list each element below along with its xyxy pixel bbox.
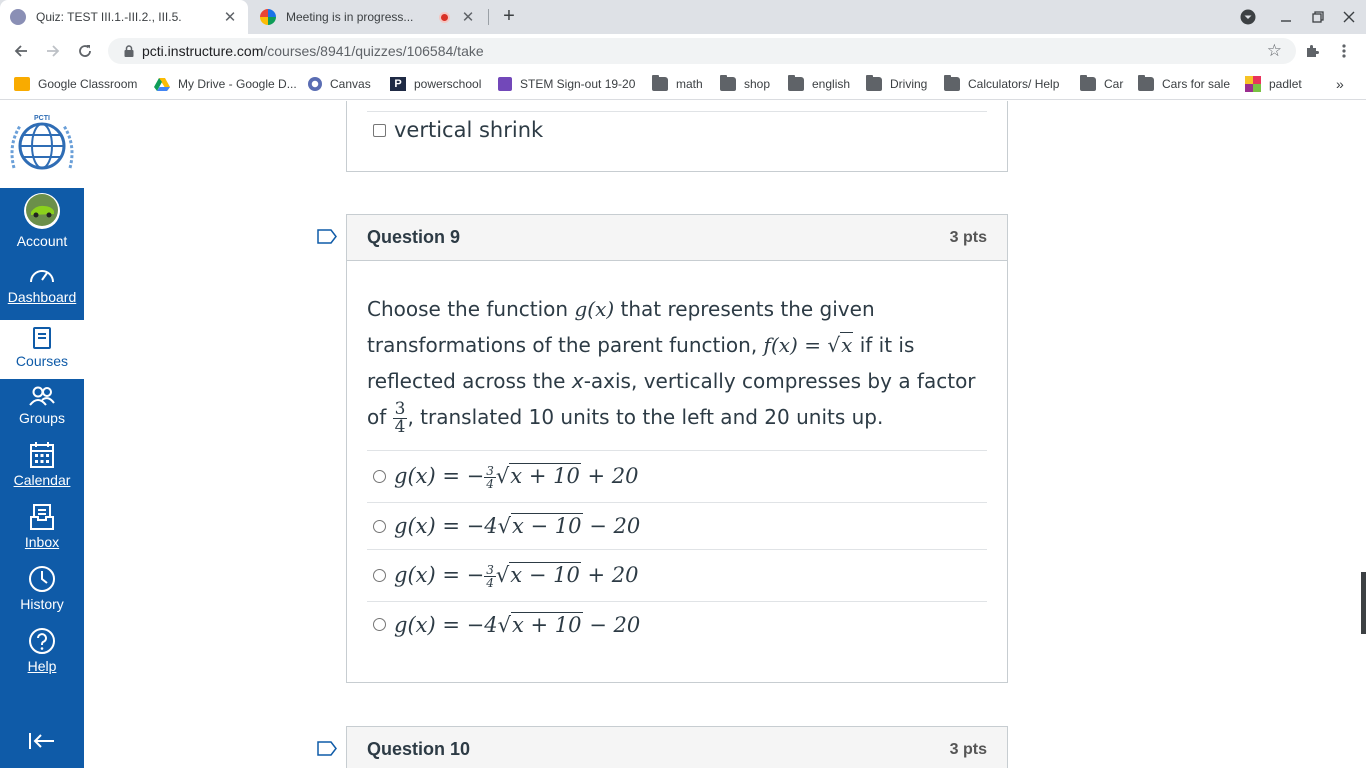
bookmark-star-icon[interactable]: ☆ <box>1266 41 1282 60</box>
bookmark-cars-for-sale[interactable] <box>1138 75 1230 93</box>
nav-label: Groups <box>19 410 65 426</box>
folder-icon <box>944 77 960 91</box>
address-bar[interactable] <box>108 38 1296 64</box>
tab-meeting[interactable] <box>250 0 486 34</box>
inbox-icon <box>29 503 55 531</box>
answer-math: g(x) = −4√x + 10 − 20 <box>394 612 641 637</box>
help-icon <box>28 627 56 655</box>
close-window-icon[interactable] <box>1332 0 1366 34</box>
padlet-icon <box>1245 76 1261 92</box>
question-points: 3 pts <box>949 740 987 758</box>
answer-math: g(x) = − $\frac{3}{4}$ √x + 10 + 20 <box>394 463 639 491</box>
courses-icon <box>31 326 53 350</box>
bookmark-car[interactable] <box>1080 75 1123 93</box>
quiz-content <box>84 101 1366 768</box>
flag-question-icon[interactable] <box>317 741 337 756</box>
nav-calendar[interactable] <box>0 441 84 497</box>
bookmark-driving[interactable] <box>866 75 927 93</box>
tab-search-icon[interactable] <box>1231 0 1265 34</box>
answer-math: g(x) = − $\frac{3}{4}$ √x − 10 + 20 <box>394 562 639 590</box>
tab-quiz[interactable] <box>0 0 248 34</box>
svg-text:PCTI: PCTI <box>34 114 50 122</box>
canvas-icon <box>10 9 26 25</box>
question-text-part: Choose the function <box>367 297 569 321</box>
bookmark-label: STEM Sign-out 19-20 <box>520 77 636 91</box>
bookmark-calculators[interactable] <box>944 75 1059 93</box>
answer-list <box>367 450 987 647</box>
url-path: /courses/8941/quizzes/106584/take <box>263 43 484 59</box>
answer-radio[interactable] <box>373 470 386 483</box>
bookmark-label: padlet <box>1269 77 1302 91</box>
folder-icon <box>788 77 804 91</box>
bookmark-label: english <box>812 77 851 91</box>
canvas-icon <box>308 77 322 91</box>
avatar <box>24 193 60 229</box>
nav-history[interactable] <box>0 565 84 621</box>
answer-radio[interactable] <box>373 520 386 533</box>
bookmark-google-classroom[interactable] <box>14 75 137 93</box>
bookmark-shop[interactable] <box>720 75 770 93</box>
answer-radio[interactable] <box>373 618 386 631</box>
collapse-nav-button[interactable] <box>0 731 84 757</box>
reload-icon[interactable] <box>74 40 96 62</box>
folder-icon <box>866 77 882 91</box>
answer-label: vertical shrink <box>394 118 544 142</box>
question-text-part: that represents the given transformations of the parent function, <box>367 297 875 357</box>
question-text-part: x <box>571 369 584 393</box>
nav-label: Inbox <box>24 534 60 550</box>
globe-logo-icon <box>4 110 80 180</box>
nav-account[interactable] <box>0 193 84 255</box>
recording-icon <box>439 12 450 23</box>
bookmark-label: math <box>676 77 703 91</box>
bookmark-label: Canvas <box>330 77 371 91</box>
pcti-logo[interactable] <box>0 101 84 188</box>
question-text <box>347 261 1007 436</box>
calendar-icon <box>29 441 55 469</box>
bookmark-label: Driving <box>890 77 928 91</box>
flag-question-icon[interactable] <box>317 229 337 244</box>
bookmark-canvas[interactable] <box>308 75 371 93</box>
answer-option-d[interactable] <box>367 601 987 647</box>
tab-title: Meeting is in progress... <box>286 10 414 24</box>
question-header <box>347 727 1007 768</box>
tab-strip <box>0 0 1366 34</box>
answer-option-a[interactable] <box>367 450 987 502</box>
bookmarks-bar <box>0 68 1366 100</box>
close-icon[interactable]: ✕ <box>461 9 475 26</box>
question-text-part: if it is reflected across the <box>367 333 915 393</box>
answer-math: g(x) = −4√x − 10 − 20 <box>394 514 641 538</box>
answer-checkbox[interactable] <box>373 124 386 137</box>
nav-help[interactable] <box>0 627 84 683</box>
collapse-icon <box>28 731 56 751</box>
math-expression: g(x) <box>574 297 615 321</box>
nav-label: Help <box>27 658 57 674</box>
bookmark-stem-signout[interactable] <box>498 75 635 93</box>
bookmark-powerschool[interactable] <box>390 75 481 93</box>
answer-radio[interactable] <box>373 569 386 582</box>
bookmark-padlet[interactable] <box>1245 75 1302 93</box>
powerschool-icon: P <box>390 77 406 91</box>
dashboard-icon <box>28 264 56 286</box>
lock-icon <box>122 44 136 58</box>
answer-option-c[interactable] <box>367 549 987 601</box>
fraction: $\frac{3}{4}$ <box>394 399 406 437</box>
folder-icon <box>652 77 668 91</box>
extensions-icon[interactable] <box>1300 39 1324 63</box>
bookmark-label: shop <box>744 77 771 91</box>
minimize-icon[interactable] <box>1269 0 1303 34</box>
math-expression: f(x) = √x <box>763 333 853 357</box>
bookmarks-overflow-button[interactable]: » <box>1336 76 1344 92</box>
question-9-card <box>346 214 1008 683</box>
bookmark-math[interactable] <box>652 75 703 93</box>
folder-icon <box>1138 77 1154 91</box>
folder-icon <box>720 77 736 91</box>
history-icon <box>28 565 56 593</box>
question-points: 3 pts <box>949 228 987 246</box>
bookmark-label: Car <box>1104 77 1124 91</box>
new-tab-button[interactable]: + <box>503 5 515 27</box>
bookmark-label: Cars for sale <box>1162 77 1231 91</box>
tab-title: Quiz: TEST III.1.-III.2., III.5. <box>36 10 182 24</box>
browser-toolbar <box>0 34 1366 68</box>
close-icon[interactable]: ✕ <box>223 9 237 26</box>
tab-separator <box>488 9 489 25</box>
question-title: Question 10 <box>367 739 471 759</box>
bookmark-label: Calculators/ Help <box>968 77 1060 91</box>
nav-label: Dashboard <box>7 289 77 305</box>
back-icon[interactable] <box>10 40 32 62</box>
question-title: Question 9 <box>367 227 461 247</box>
nav-label: Courses <box>15 353 69 369</box>
question-text-part: -axis, vertically compresses by a factor of <box>367 369 976 429</box>
question-text-part: , translated 10 units to the left and 20 units up. <box>407 405 884 429</box>
nav-groups[interactable] <box>0 385 84 441</box>
question-header <box>347 215 1007 261</box>
forward-icon[interactable] <box>42 40 64 62</box>
bookmark-label: Google Classroom <box>38 77 138 91</box>
question-8-card <box>346 101 1008 172</box>
nav-courses[interactable] <box>0 320 84 379</box>
drive-icon <box>154 77 170 91</box>
answer-option[interactable] <box>373 118 543 142</box>
forms-icon <box>498 77 512 91</box>
bookmark-english[interactable] <box>788 75 850 93</box>
nav-inbox[interactable] <box>0 503 84 559</box>
nav-label: History <box>20 596 64 612</box>
answer-option-b[interactable] <box>367 502 987 549</box>
question-10-card <box>346 726 1008 768</box>
nav-dashboard[interactable] <box>0 264 84 320</box>
bookmark-label: powerschool <box>414 77 482 91</box>
menu-icon[interactable] <box>1332 39 1356 63</box>
classroom-icon <box>14 77 30 91</box>
global-navigation <box>0 101 84 768</box>
bookmark-my-drive[interactable] <box>154 75 297 93</box>
groups-icon <box>28 385 56 407</box>
bookmark-label: My Drive - Google D... <box>178 77 297 91</box>
page-scrollbar[interactable] <box>1361 572 1366 634</box>
meet-icon <box>260 9 276 25</box>
restore-icon[interactable] <box>1301 0 1335 34</box>
folder-icon <box>1080 77 1096 91</box>
nav-label: Account <box>16 233 68 249</box>
url-host: pcti.instructure.com <box>142 43 264 59</box>
nav-label: Calendar <box>13 472 71 488</box>
